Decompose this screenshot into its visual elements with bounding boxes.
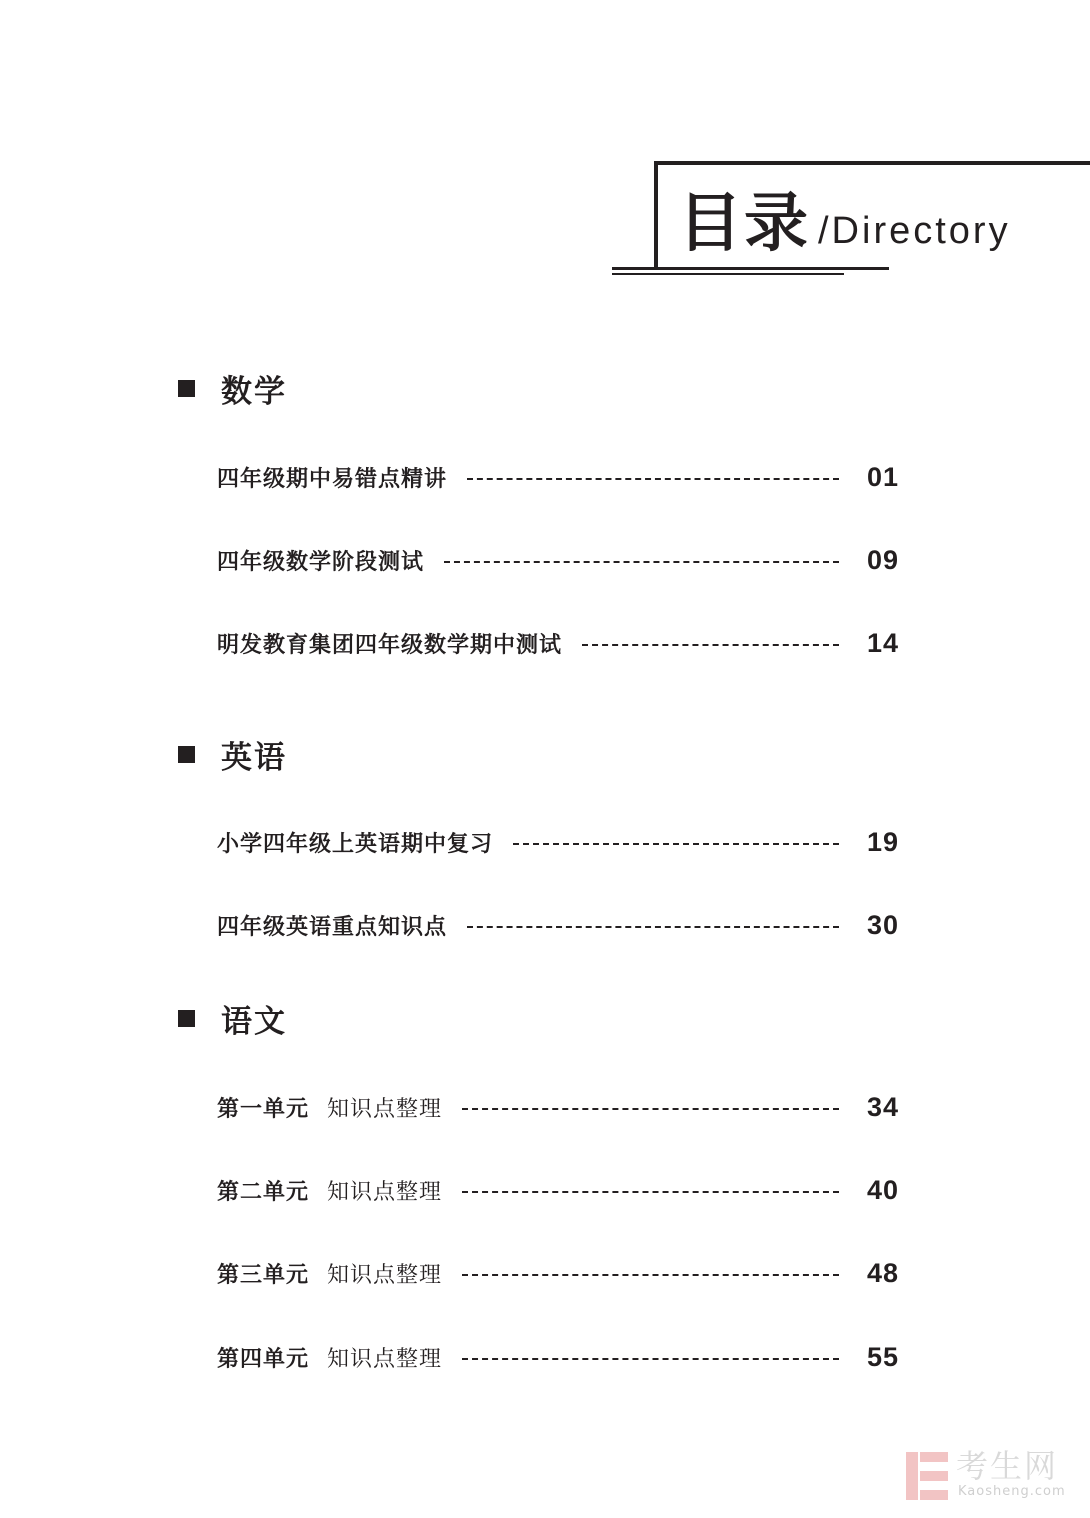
toc-entry[interactable] <box>217 908 899 942</box>
header-underline <box>612 267 889 270</box>
entry-label: 四年级数学阶段测试 <box>217 549 425 575</box>
entry-sublabel: 知识点整理 <box>327 1096 443 1122</box>
leader-dashes <box>462 1274 839 1276</box>
entry-sublabel: 知识点整理 <box>327 1262 443 1288</box>
page-number: 19 <box>866 826 899 857</box>
watermark-name: 考生网 <box>956 1447 1059 1485</box>
toc-entry[interactable] <box>217 1173 899 1207</box>
entry-label: 第二单元 <box>217 1179 310 1205</box>
page-number: 55 <box>866 1341 899 1372</box>
toc-entry[interactable] <box>217 626 899 660</box>
square-bullet-icon <box>178 380 195 397</box>
leader-dashes <box>467 478 839 480</box>
title-chinese: 目录 <box>678 187 810 261</box>
leader-dashes <box>462 1358 839 1360</box>
toc-entry[interactable] <box>217 460 899 494</box>
toc-entry[interactable] <box>217 1090 899 1124</box>
entry-sublabel: 知识点整理 <box>327 1179 443 1205</box>
page-number: 40 <box>866 1174 899 1205</box>
page-number: 48 <box>866 1257 899 1288</box>
entry-label: 第三单元 <box>217 1262 310 1288</box>
section-title: 英语 <box>221 739 287 776</box>
section-title: 数学 <box>221 373 287 410</box>
toc-entry[interactable] <box>217 825 899 859</box>
watermark-logo-icon <box>906 1452 948 1500</box>
toc-entry[interactable] <box>217 1340 899 1374</box>
leader-dashes <box>513 843 839 845</box>
section-english <box>178 734 287 774</box>
header-frame-left <box>654 161 658 269</box>
toc-entry[interactable] <box>217 1256 899 1290</box>
toc-entry[interactable] <box>217 543 899 577</box>
section-chinese <box>178 998 287 1038</box>
page-number: 34 <box>866 1091 899 1122</box>
page-number: 09 <box>866 544 899 575</box>
entry-label: 四年级英语重点知识点 <box>217 914 448 940</box>
title-english: /Directory <box>818 210 1011 252</box>
section-title: 语文 <box>221 1003 287 1040</box>
leader-dashes <box>462 1191 839 1193</box>
page-number: 01 <box>866 461 899 492</box>
entry-sublabel: 知识点整理 <box>327 1346 443 1372</box>
page-title <box>678 176 1011 261</box>
watermark-url: Kaosheng.com <box>958 1484 1066 1499</box>
header-underline-thin <box>612 273 844 275</box>
entry-label: 第一单元 <box>217 1096 310 1122</box>
entry-label: 小学四年级上英语期中复习 <box>217 831 494 857</box>
square-bullet-icon <box>178 1010 195 1027</box>
leader-dashes <box>444 561 839 563</box>
leader-dashes <box>467 926 839 928</box>
watermark <box>906 1447 1076 1504</box>
leader-dashes <box>462 1108 839 1110</box>
entry-label: 明发教育集团四年级数学期中测试 <box>217 632 563 658</box>
leader-dashes <box>582 644 839 646</box>
section-math <box>178 368 287 408</box>
square-bullet-icon <box>178 746 195 763</box>
header-frame-top <box>654 161 1090 165</box>
page-number: 30 <box>866 909 899 940</box>
entry-label: 四年级期中易错点精讲 <box>217 466 448 492</box>
entry-label: 第四单元 <box>217 1346 310 1372</box>
page-number: 14 <box>866 627 899 658</box>
toc-header <box>0 0 1090 300</box>
